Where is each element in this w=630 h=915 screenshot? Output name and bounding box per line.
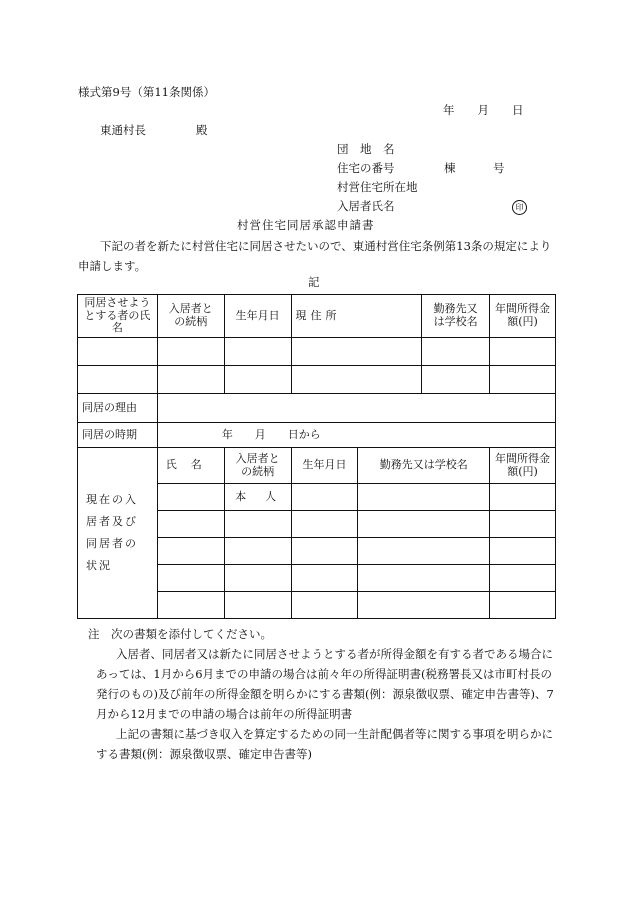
cell-birthdate[interactable] <box>224 366 291 394</box>
cell-income[interactable] <box>490 511 556 538</box>
header-resident-name: 氏名 <box>157 448 224 484</box>
cell-income[interactable] <box>490 538 556 565</box>
cell-income[interactable] <box>490 484 556 511</box>
cell-relation-self: 本 人 <box>224 484 291 511</box>
reason-label: 同居の理由 <box>78 394 158 423</box>
cell-birthdate[interactable] <box>224 338 291 366</box>
cell-relation[interactable] <box>224 565 291 592</box>
period-value: 年 月 日から <box>221 427 321 441</box>
header-resident-income: 年間所得金額(円) <box>490 448 556 484</box>
building-label: 棟 <box>444 161 456 175</box>
period-field[interactable] <box>157 423 555 448</box>
cell-workplace[interactable] <box>422 366 490 394</box>
table-row <box>78 366 556 394</box>
header-birthdate: 生年月日 <box>224 295 291 338</box>
intro-text: 下記の者を新たに村営住宅に同居させたいので、東通村営住宅条例第13条の規定により申請します。 <box>78 239 552 273</box>
honorific: 殿 <box>196 123 208 137</box>
cell-workplace[interactable] <box>358 538 490 565</box>
cell-name[interactable] <box>157 565 224 592</box>
table-row <box>78 338 556 366</box>
unit-number-label: 住宅の番号 <box>337 161 395 175</box>
room-label: 号 <box>493 161 505 175</box>
reason-field[interactable] <box>157 394 555 423</box>
cell-birthdate[interactable] <box>291 592 358 619</box>
cell-name[interactable] <box>157 484 224 511</box>
cell-name[interactable] <box>78 338 158 366</box>
cell-address[interactable] <box>291 366 422 394</box>
cell-birthdate[interactable] <box>291 565 358 592</box>
cell-relation[interactable] <box>224 511 291 538</box>
cell-income[interactable] <box>490 565 556 592</box>
date-line: 年 月 日 <box>443 103 524 117</box>
resident-name-label: 入居者氏名 <box>337 199 395 213</box>
header-address: 現住所 <box>291 295 422 338</box>
cell-relation[interactable] <box>224 538 291 565</box>
cell-income[interactable] <box>490 338 556 366</box>
header-resident-workplace: 勤務先又は学校名 <box>358 448 490 484</box>
cell-workplace[interactable] <box>358 511 490 538</box>
cell-name[interactable] <box>78 366 158 394</box>
cell-relation[interactable] <box>224 592 291 619</box>
header-income: 年間所得金額(円) <box>490 295 556 338</box>
form-number: 様式第9号（第11条関係） <box>78 85 215 99</box>
cell-birthdate[interactable] <box>291 511 358 538</box>
cohabitant-table <box>77 294 556 448</box>
cell-name[interactable] <box>157 592 224 619</box>
danchi-name-label: 団 地 名 <box>337 142 395 156</box>
cell-workplace[interactable] <box>358 565 490 592</box>
document-title: 村営住宅同居承認申請書 <box>237 218 375 232</box>
cell-birthdate[interactable] <box>291 538 358 565</box>
location-label: 村営住宅所在地 <box>337 180 418 194</box>
notes-paragraph-1: 入居者、同居者又は新たに同居させようとする者が所得金額を有する者である場合にあっては、1月から6月までの申請の場合は前々年の所得証明書(税務署長又は市町村長の発行のもの)及び前年の所得金額を明らかにする書類(例：源泉徴収票、確定申告書等)、7月から12月までの申請の場合は前年の所得証明書 <box>96 647 554 721</box>
header-relation: 入居者との続柄 <box>157 295 224 338</box>
cell-name[interactable] <box>157 511 224 538</box>
header-resident-birthdate: 生年月日 <box>291 448 358 484</box>
cell-relation[interactable] <box>157 366 224 394</box>
cell-workplace[interactable] <box>422 338 490 366</box>
current-resident-table <box>77 447 556 619</box>
cell-income[interactable] <box>490 592 556 619</box>
current-status-label: 現在の入居者及び同居者の状況 <box>78 448 158 619</box>
seal-mark: 印 <box>512 200 527 215</box>
cell-address[interactable] <box>291 338 422 366</box>
cell-income[interactable] <box>490 366 556 394</box>
addressee: 東通村長 <box>100 123 146 137</box>
ki-label: 記 <box>308 275 320 289</box>
header-workplace: 勤務先又は学校名 <box>422 295 490 338</box>
notes-paragraph-2: 上記の書類に基づき収入を算定するための同一生計配偶者等に関する事項を明らかにする書類(例：源泉徴収票、確定申告書等) <box>96 727 553 761</box>
header-resident-relation: 入居者との続柄 <box>224 448 291 484</box>
cell-relation[interactable] <box>157 338 224 366</box>
cell-workplace[interactable] <box>358 484 490 511</box>
notes-heading: 注 次の書類を添付してください。 <box>88 627 272 641</box>
cell-name[interactable] <box>157 538 224 565</box>
period-label: 同居の時期 <box>78 423 158 448</box>
cell-birthdate[interactable] <box>291 484 358 511</box>
header-cohabitant-name: 同居させようとする者の氏名 <box>78 295 158 338</box>
cell-workplace[interactable] <box>358 592 490 619</box>
